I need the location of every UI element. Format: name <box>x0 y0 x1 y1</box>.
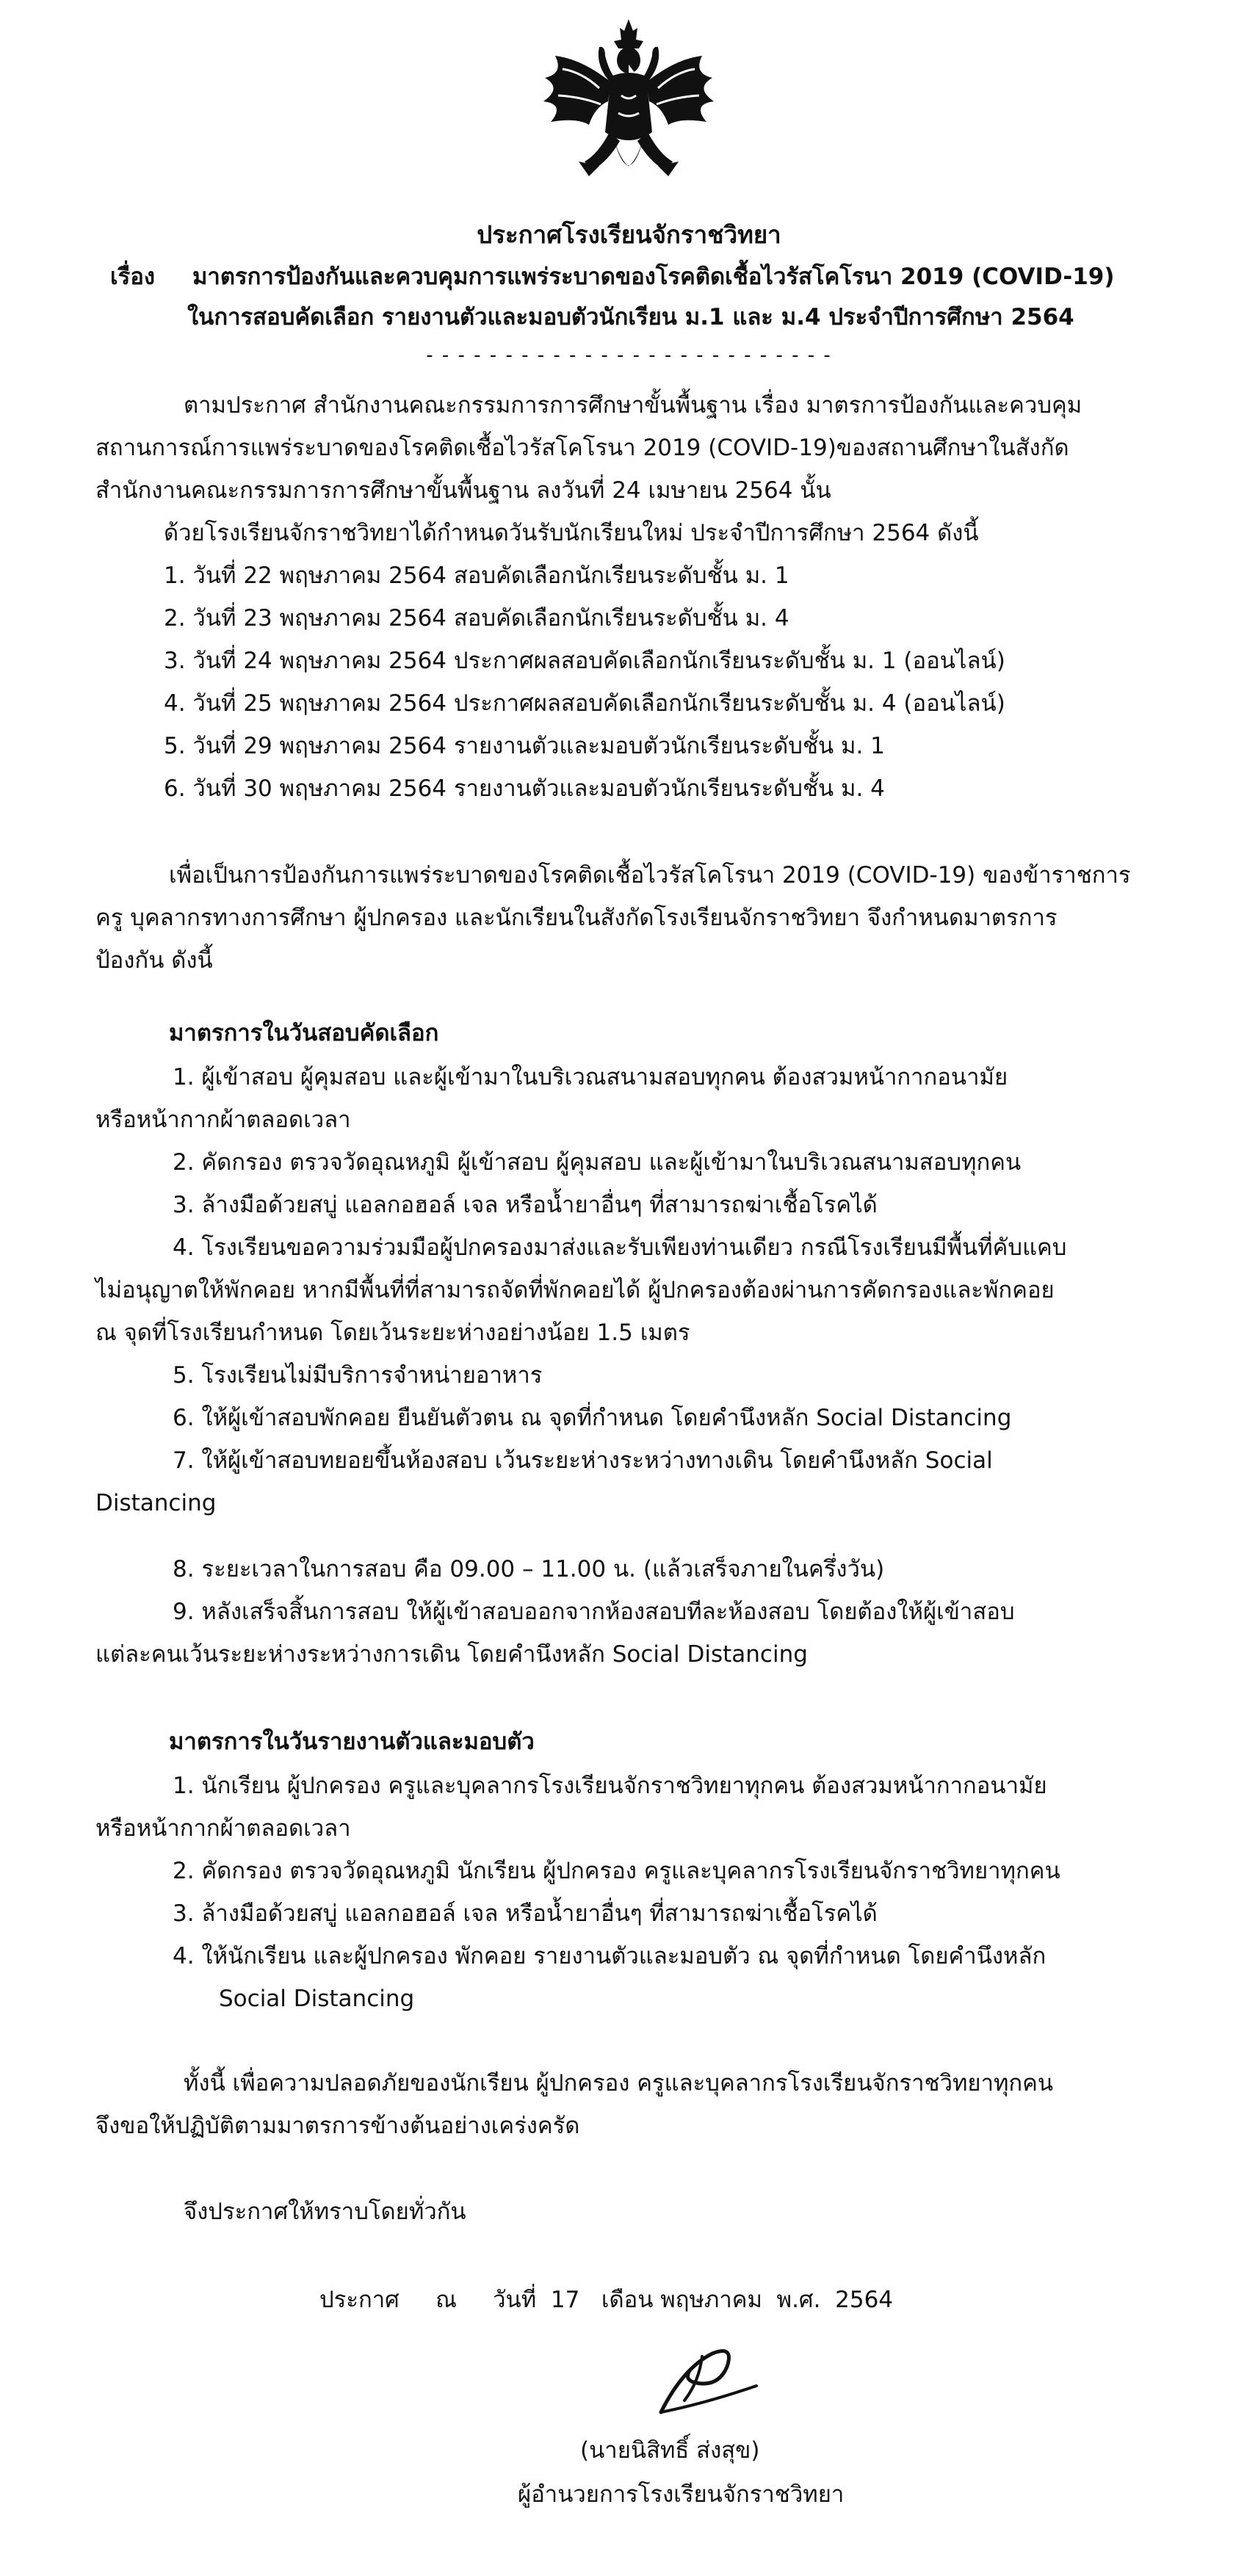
intro-line-3: สำนักงานคณะกรรมการการศึกษาขั้นพื้นฐาน ลงวันที่ 24 เมษายน 2564 นั้น <box>95 477 831 504</box>
schedule-item: 5. วันที่ 29 พฤษภาคม 2564 รายงานตัวและมอบตัวนักเรียนระดับชั้น ม. 1 <box>164 733 885 759</box>
exam-measure-item: 9. หลังเสร็จสิ้นการสอบ ให้ผู้เข้าสอบออกจากห้องสอบทีละห้องสอบ โดยต้องให้ผู้เข้าสอบ <box>173 1599 1015 1625</box>
subject-line-2: ในการสอบคัดเลือก รายงานตัวและมอบตัวนักเรียน ม.1 และ ม.4 ประจำปีการศึกษา 2564 <box>187 304 1074 330</box>
exam-measure-item: 1. ผู้เข้าสอบ ผู้คุมสอบ และผู้เข้ามาในบริเวณสนามสอบทุกคน ต้องสวมหน้ากากอนามัย <box>173 1064 1008 1090</box>
purpose-line-2: ครู บุคลากรทางการศึกษา ผู้ปกครอง และนักเรียนในสังกัดโรงเรียนจักราชวิทยา จึงกำหนดมาตรการ <box>95 905 1058 931</box>
header-divider: - - - - - - - - - - - - - - - - - - - - - - - - - - <box>426 344 832 366</box>
signature <box>632 2324 793 2434</box>
exam-measure-item: 3. ล้างมือด้วยสบู่ แอลกอฮอล์ เจล หรือน้ำยาอื่นๆ ที่สามารถฆ่าเชื้อโรคได้ <box>173 1192 878 1218</box>
purpose-line-3: ป้องกัน ดังนี้ <box>95 947 213 974</box>
closing-line-2: จึงขอให้ปฏิบัติตามมาตรการข้างต้นอย่างเคร่งครัด <box>95 2113 580 2139</box>
announcement-date: ประกาศ ณ วันที่ 17 เดือน พฤษภาคม พ.ศ. 2564 <box>319 2287 894 2313</box>
report-measure-item: 3. ล้างมือด้วยสบู่ แอลกอฮอล์ เจล หรือน้ำยาอื่นๆ ที่สามารถฆ่าเชื้อโรคได้ <box>173 1900 878 1927</box>
intro-line-2: สถานการณ์การแพร่ระบาดของโรคติดเชื้อไวรัสโคโรนา 2019 (COVID-19)ของสถานศึกษาในสังกัด <box>95 435 1069 461</box>
schedule-item: 2. วันที่ 23 พฤษภาคม 2564 สอบคัดเลือกนักเรียนระดับชั้น ม. 4 <box>164 605 789 632</box>
exam-measure-item: แต่ละคนเว้นระยะห่างระหว่างการเดิน โดยคำนึงหลัก Social Distancing <box>95 1641 808 1668</box>
schedule-item: 1. วันที่ 22 พฤษภาคม 2564 สอบคัดเลือกนักเรียนระดับชั้น ม. 1 <box>164 562 789 589</box>
exam-measure-item: ณ จุดที่โรงเรียนกำหนด โดยเว้นระยะห่างอย่างน้อย 1.5 เมตร <box>95 1320 690 1346</box>
report-measure-item: Social Distancing <box>219 1986 415 2012</box>
closing-line-1: ทั้งนี้ เพื่อความปลอดภัยของนักเรียน ผู้ปกครอง ครูและบุคลากรโรงเรียนจักราชวิทยาทุกคน <box>184 2070 1054 2096</box>
exam-measure-item: 6. ให้ผู้เข้าสอบพักคอย ยืนยันตัวตน ณ จุดที่กำหนด โดยคำนึงหลัก Social Distancing <box>173 1405 1012 1431</box>
subject-label: เรื่อง <box>110 264 156 290</box>
exam-measure-item: 2. คัดกรอง ตรวจวัดอุณหภูมิ ผู้เข้าสอบ ผู้คุมสอบ และผู้เข้ามาในบริเวณสนามสอบทุกคน <box>173 1149 1022 1176</box>
exam-measure-item: 8. ระยะเวลาในการสอบ คือ 09.00 – 11.00 น. (แล้วเสร็จภายในครึ่งวัน) <box>173 1556 885 1582</box>
exam-measure-item: 4. โรงเรียนขอความร่วมมือผู้ปกครองมาส่งและรับเพียงท่านเดียว กรณีโรงเรียนมีพื้นที่คับแคบ <box>173 1234 1067 1261</box>
exam-measure-item: 7. ให้ผู้เข้าสอบทยอยขึ้นห้องสอบ เว้นระยะห่างระหว่างทางเดิน โดยคำนึงหลัก Social <box>173 1447 993 1474</box>
report-measures-heading: มาตรการในวันรายงานตัวและมอบตัว <box>169 1729 535 1755</box>
purpose-line-1: เพื่อเป็นการป้องกันการแพร่ระบาดของโรคติดเชื้อไวรัสโคโรนา 2019 (COVID-19) ของข้าราชการ <box>169 862 1131 889</box>
report-measure-item: 1. นักเรียน ผู้ปกครอง ครูและบุคลากรโรงเรียนจักราชวิทยาทุกคน ต้องสวมหน้ากากอนามัย <box>173 1773 1047 1799</box>
exam-measure-item: Distancing <box>95 1490 217 1516</box>
report-measure-item: หรือหน้ากากผ้าตลอดเวลา <box>95 1815 351 1842</box>
exam-measures-heading: มาตรการในวันสอบคัดเลือก <box>169 1020 439 1046</box>
schedule-item: 6. วันที่ 30 พฤษภาคม 2564 รายงานตัวและมอบตัวนักเรียนระดับชั้น ม. 4 <box>164 775 885 802</box>
schedule-item: 4. วันที่ 25 พฤษภาคม 2564 ประกาศผลสอบคัดเลือกนักเรียนระดับชั้น ม. 4 (ออนไลน์) <box>164 690 1005 717</box>
garuda-emblem <box>518 15 739 198</box>
exam-measure-item: หรือหน้ากากผ้าตลอดเวลา <box>95 1107 351 1133</box>
signatory-position: ผู้อำนวยการโรงเรียนจักราชวิทยา <box>518 2481 845 2508</box>
exam-measure-item: ไม่อนุญาตให้พักคอย หากมีพื้นที่ที่สามารถจัดที่พักคอยได้ ผู้ปกครองต้องผ่านการคัดกรองและพักคอย <box>95 1277 1055 1303</box>
subject-line-1: มาตรการป้องกันและควบคุมการแพร่ระบาดของโรคติดเชื้อไวรัสโคโรนา 2019 (COVID-19) <box>192 264 1115 290</box>
schedule-item: 3. วันที่ 24 พฤษภาคม 2564 ประกาศผลสอบคัดเลือกนักเรียนระดับชั้น ม. 1 (ออนไลน์) <box>164 648 1005 674</box>
intro-line-1: ตามประกาศ สำนักงานคณะกรรมการการศึกษาขั้นพื้นฐาน เรื่อง มาตรการป้องกันและควบคุม <box>184 392 1082 419</box>
report-measure-item: 2. คัดกรอง ตรวจวัดอุณหภูมิ นักเรียน ผู้ปกครอง ครูและบุคลากรโรงเรียนจักราชวิทยาทุกคน <box>173 1858 1060 1884</box>
closing-announce: จึงประกาศให้ทราบโดยทั่วกัน <box>184 2199 466 2225</box>
exam-measure-item: 5. โรงเรียนไม่มีบริการจำหน่ายอาหาร <box>173 1362 543 1389</box>
announcement-title: ประกาศโรงเรียนจักราชวิทยา <box>477 220 781 249</box>
signatory-name: (นายนิสิทธิ์ ส่งสุข) <box>580 2437 760 2464</box>
report-measure-item: 4. ให้นักเรียน และผู้ปกครอง พักคอย รายงานตัวและมอบตัว ณ จุดที่กำหนด โดยคำนึงหลัก <box>173 1943 1046 1969</box>
intro-line-4: ด้วยโรงเรียนจักราชวิทยาได้กำหนดวันรับนักเรียนใหม่ ประจำปีการศึกษา 2564 ดังนี้ <box>164 520 979 546</box>
